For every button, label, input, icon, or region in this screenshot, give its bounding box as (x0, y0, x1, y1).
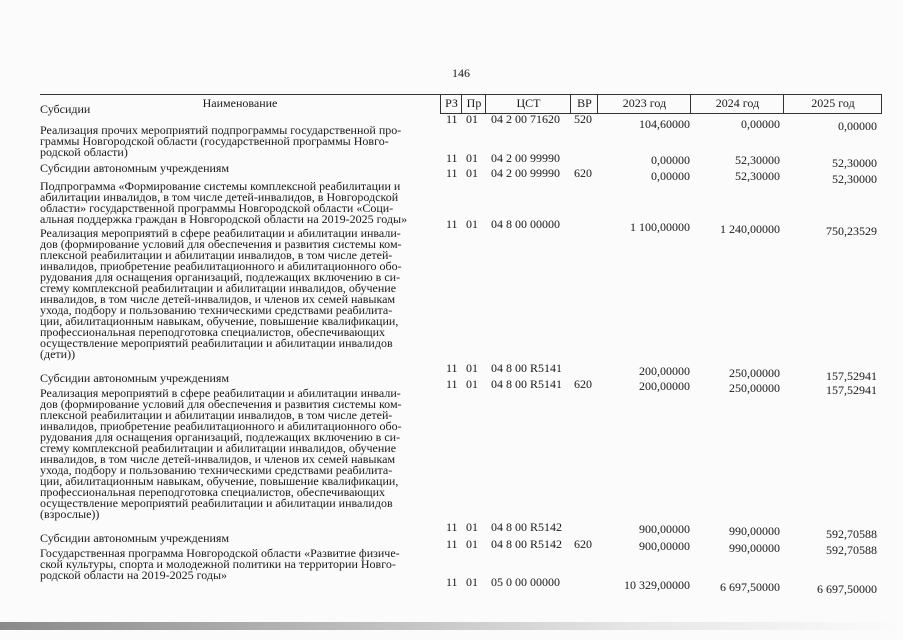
row-cst: 04 2 00 71620 (491, 112, 560, 126)
row-rz: 11 (446, 575, 458, 589)
row-rz: 11 (446, 217, 458, 231)
row-rz: 11 (446, 377, 458, 391)
row-name: Подпрограмма «Формирование системы комплексной реабилитации и абилитации инвалидов, в том числе детей-инвалидов, в Новгородской области» государственной программы Новгородской области «Соци- альная поддержка граждан в Новгородской области на 2019-2025 годы» (40, 179, 408, 226)
row-name: Субсидии автономным учреждениям (40, 371, 230, 385)
row-2025: 750,23529 (826, 224, 877, 238)
row-rz: 11 (446, 520, 458, 534)
row-rz: 11 (446, 166, 458, 180)
row-vr: 620 (574, 166, 592, 180)
row-2023: 104,60000 (639, 117, 690, 131)
row-2023: 200,00000 (639, 364, 690, 378)
row-2024: 6 697,50000 (720, 580, 780, 594)
row-vr: 520 (574, 112, 592, 126)
row-2023: 200,00000 (639, 379, 690, 393)
header-cst: ЦСТ (485, 94, 571, 113)
row-name: Реализация мероприятий в сфере реабилитации и абилитации инвали- дов (формирование условий для обеспечения и развития системы ком- плексной реабилитации и абилитации инвалидов, в том числе детей- инвалидов, приобретение реабилитационного и абилитационного обо- рудования для оснащения организаций, подлежащих включению в си- стему комплексной реабилитации и абилитации инвалидов, обучение инвалидов, в том числе детей-инвалидов, и членов их семей навыкам ухода, подбору и пользованию техническими средствами реабилита- ции, абилитационным навыкам, обучение, повышение квалификации, профессиональная переподготовка специалистов, обеспечивающих осуществление мероприятий реабилитации и абилитации инвалидов (дети)) (40, 226, 402, 361)
row-2025: 52,30000 (832, 156, 877, 170)
row-pr: 01 (466, 166, 478, 180)
header-rz: РЗ (440, 94, 462, 113)
row-2023: 900,00000 (639, 522, 690, 536)
row-2024: 52,30000 (735, 169, 780, 183)
row-pr: 01 (466, 361, 478, 375)
header-name: Наименование (202, 96, 278, 110)
row-pr: 01 (466, 575, 478, 589)
row-name: Субсидии автономным учреждениям (40, 161, 230, 175)
header-2023: 2023 год (597, 94, 691, 113)
row-2023: 1 100,00000 (630, 220, 690, 234)
row-2023: 10 329,00000 (624, 578, 690, 592)
row-rz: 11 (446, 537, 458, 551)
header-2024: 2024 год (690, 94, 784, 113)
row-2024: 52,30000 (735, 153, 780, 167)
scan-edge (0, 622, 903, 630)
row-cst: 04 8 00 R5142 (491, 537, 563, 551)
header-vr: ВР (570, 94, 598, 113)
row-name: Реализация мероприятий в сфере реабилитации и абилитации инвали- дов (формирование условий для обеспечения и развития системы ком- плексной реабилитации и абилитации инвалидов, в том числе детей- инвалидов, приобретение реабилитационного и абилитационного обо- рудования для оснащения организаций, подлежащих включению в си- стему комплексной реабилитации и абилитации инвалидов, обучение инвалидов, в том числе детей-инвалидов, и членов их семей навыкам ухода, подбору и пользованию техническими средствами реабилита- ции, абилитационным навыкам, обучение, повышение квалификации, профессиональная переподготовка специалистов, обеспечивающих осуществление мероприятий реабилитации и абилитации инвалидов (взрослые)) (40, 386, 402, 521)
row-2024: 990,00000 (729, 541, 780, 555)
row-pr: 01 (466, 520, 478, 534)
row-2025: 157,52941 (826, 369, 877, 383)
header-pr: Пр (461, 94, 486, 113)
row-2024: 0,00000 (741, 117, 780, 131)
row-cst: 04 2 00 99990 (491, 166, 560, 180)
row-2024: 250,00000 (729, 381, 780, 395)
row-2025: 6 697,50000 (817, 582, 877, 596)
row-name: Государственная программа Новгородской области «Развитие физиче- ской культуры, спорта и молодежной политики на территории Новго- родской области на 2019-2025 годы» (40, 546, 400, 582)
row-cst: 04 8 00 R5141 (491, 361, 563, 375)
row-name: Субсидии (40, 102, 91, 116)
row-cst: 05 0 00 00000 (491, 575, 560, 589)
header-2025: 2025 год (783, 94, 882, 113)
row-2024: 990,00000 (729, 524, 780, 538)
row-2025: 52,30000 (832, 172, 877, 186)
row-2025: 0,00000 (838, 119, 877, 133)
page-number: 146 (452, 66, 470, 80)
row-rz: 11 (446, 151, 458, 165)
row-cst: 04 8 00 00000 (491, 217, 560, 231)
row-pr: 01 (466, 151, 478, 165)
row-2023: 900,00000 (639, 539, 690, 553)
row-2025: 592,70588 (826, 543, 877, 557)
row-2024: 1 240,00000 (720, 222, 780, 236)
row-pr: 01 (466, 377, 478, 391)
row-2025: 592,70588 (826, 527, 877, 541)
row-2023: 0,00000 (651, 153, 690, 167)
row-cst: 04 8 00 R5142 (491, 520, 563, 534)
row-pr: 01 (466, 537, 478, 551)
row-vr: 620 (574, 537, 592, 551)
row-2024: 250,00000 (729, 366, 780, 380)
row-rz: 11 (446, 361, 458, 375)
row-pr: 01 (466, 112, 478, 126)
row-2023: 0,00000 (651, 169, 690, 183)
row-cst: 04 2 00 99990 (491, 151, 560, 165)
row-name: Реализация прочих мероприятий подпрограммы государственной про- граммы Новгородской области (государственной программы Новго- родской области) (40, 123, 402, 159)
row-pr: 01 (466, 217, 478, 231)
row-vr: 620 (574, 377, 592, 391)
row-cst: 04 8 00 R5141 (491, 377, 563, 391)
row-name: Субсидии автономным учреждениям (40, 531, 230, 545)
row-2025: 157,52941 (826, 383, 877, 397)
row-rz: 11 (446, 112, 458, 126)
